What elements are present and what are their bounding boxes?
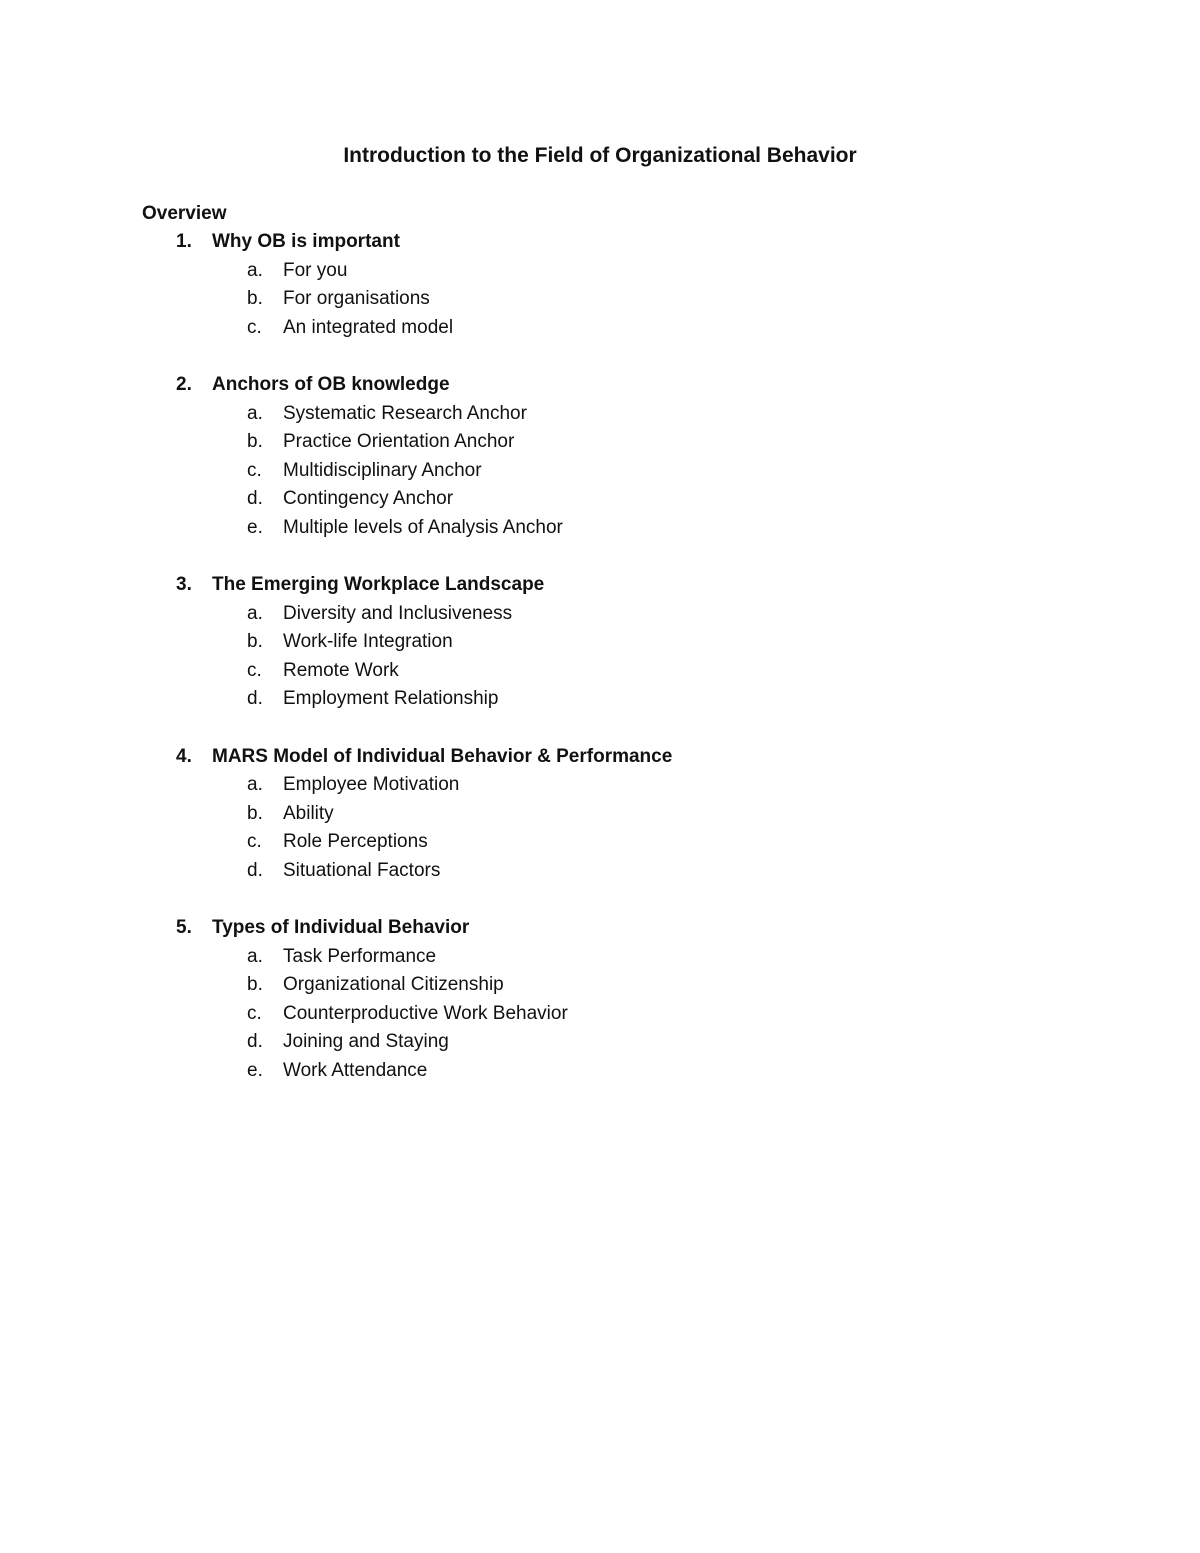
section-number: 5. <box>176 917 192 938</box>
item-letter: b. <box>247 802 263 824</box>
list-item <box>0 1028 1200 1057</box>
section-number: 1. <box>176 231 192 252</box>
outline-section <box>0 228 1200 342</box>
list-item <box>0 685 1200 714</box>
item-label: Remote Work <box>283 659 399 681</box>
item-label: Task Performance <box>283 945 437 967</box>
list-item <box>0 285 1200 314</box>
item-label: Situational Factors <box>283 859 441 881</box>
list-item <box>0 828 1200 857</box>
list-item <box>0 485 1200 514</box>
item-label: Counterproductive Work Behavior <box>283 1002 568 1024</box>
outline-section <box>0 914 1200 1085</box>
item-letter: c. <box>247 316 262 338</box>
item-letter: b. <box>247 431 263 452</box>
section-title: Types of Individual Behavior <box>212 917 470 938</box>
item-label: Practice Orientation Anchor <box>283 431 515 452</box>
sub-list <box>0 257 1200 343</box>
item-letter: a. <box>247 259 263 281</box>
item-label: For you <box>283 259 348 281</box>
document-title: Introduction to the Field of Organizational Behavior <box>343 144 857 167</box>
sub-list <box>0 400 1200 543</box>
list-item <box>0 257 1200 286</box>
item-letter: a. <box>247 402 263 424</box>
item-label: Work-life Integration <box>283 631 453 652</box>
outline-list <box>0 228 1200 1114</box>
item-letter: d. <box>247 688 263 709</box>
item-letter: c. <box>247 659 262 681</box>
section-number: 4. <box>176 745 192 767</box>
item-letter: c. <box>247 459 262 481</box>
list-item <box>0 600 1200 629</box>
section-heading <box>0 743 1200 772</box>
item-label: Diversity and Inclusiveness <box>283 602 513 624</box>
list-item <box>0 457 1200 486</box>
item-label: For organisations <box>283 288 430 309</box>
item-letter: d. <box>247 488 263 509</box>
item-letter: e. <box>247 1059 263 1081</box>
list-item <box>0 857 1200 886</box>
item-label: Multiple levels of Analysis Anchor <box>283 516 563 538</box>
list-item <box>0 943 1200 972</box>
section-number: 2. <box>176 374 192 395</box>
overview-heading: Overview <box>142 203 227 224</box>
list-item <box>0 628 1200 657</box>
item-label: Multidisciplinary Anchor <box>283 459 482 481</box>
outline-section <box>0 743 1200 886</box>
list-item <box>0 428 1200 457</box>
item-label: Employment Relationship <box>283 688 499 709</box>
outline-section <box>0 371 1200 542</box>
section-heading <box>0 228 1200 257</box>
item-letter: a. <box>247 945 263 967</box>
sub-list <box>0 943 1200 1086</box>
sub-list <box>0 771 1200 885</box>
list-item <box>0 400 1200 429</box>
item-label: Ability <box>283 802 334 824</box>
item-letter: a. <box>247 774 263 795</box>
list-item <box>0 314 1200 343</box>
item-letter: e. <box>247 516 263 538</box>
item-letter: b. <box>247 974 263 995</box>
item-label: Role Perceptions <box>283 831 428 852</box>
section-title: MARS Model of Individual Behavior & Performance <box>212 745 673 767</box>
item-label: Joining and Staying <box>283 1031 449 1052</box>
item-label: An integrated model <box>283 316 454 338</box>
section-title: Why OB is important <box>212 231 400 252</box>
sub-list <box>0 600 1200 714</box>
section-heading <box>0 571 1200 600</box>
outline-section <box>0 571 1200 714</box>
list-item <box>0 800 1200 829</box>
item-letter: b. <box>247 288 263 309</box>
item-letter: c. <box>247 831 262 852</box>
item-letter: d. <box>247 1031 263 1052</box>
item-letter: c. <box>247 1002 262 1024</box>
list-item <box>0 1057 1200 1086</box>
item-label: Contingency Anchor <box>283 488 454 509</box>
list-item <box>0 1000 1200 1029</box>
item-letter: b. <box>247 631 263 652</box>
item-letter: a. <box>247 602 263 624</box>
section-title: The Emerging Workplace Landscape <box>212 574 545 595</box>
section-heading <box>0 914 1200 943</box>
list-item <box>0 771 1200 800</box>
list-item <box>0 514 1200 543</box>
item-letter: d. <box>247 859 263 881</box>
item-label: Employee Motivation <box>283 774 460 795</box>
item-label: Work Attendance <box>283 1059 428 1081</box>
list-item <box>0 657 1200 686</box>
item-label: Systematic Research Anchor <box>283 402 527 424</box>
section-number: 3. <box>176 574 192 595</box>
section-title: Anchors of OB knowledge <box>212 374 450 395</box>
section-heading <box>0 371 1200 400</box>
item-label: Organizational Citizenship <box>283 974 504 995</box>
list-item <box>0 971 1200 1000</box>
